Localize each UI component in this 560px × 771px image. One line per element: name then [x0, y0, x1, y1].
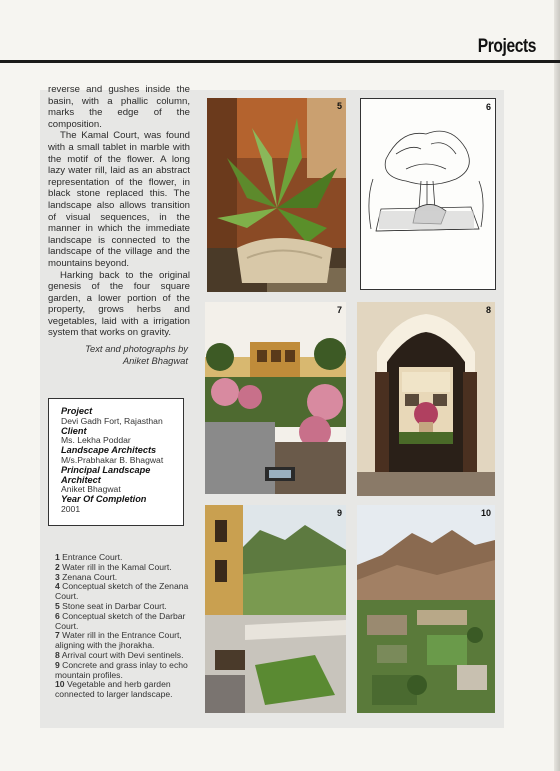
caption-item: 8 Arrival court with Devi sentinels. — [55, 649, 184, 660]
principal-value: Aniket Bhagwat — [61, 484, 121, 495]
architects-value: M/s.Prabhakar B. Bhagwat — [61, 454, 164, 465]
section-header — [0, 30, 560, 63]
caption-item: 3 Zenana Court. — [55, 571, 118, 582]
photo-8-arrival-court — [357, 302, 495, 496]
credit-line-1: Text and photographs by — [85, 343, 188, 354]
client-value: Ms. Lekha Poddar — [61, 435, 131, 446]
architects-label: Landscape Architects — [61, 445, 157, 456]
project-info-box — [48, 398, 184, 526]
project-value: Devi Gadh Fort, Rajasthan — [61, 415, 163, 426]
caption-item: 6 Conceptual sketch of the Darbar Court. — [55, 610, 186, 631]
credit-author: Aniket Bhagwat — [122, 354, 188, 366]
photo-9-grass-inlay — [205, 505, 346, 713]
photo-credit — [80, 343, 188, 366]
caption-item: 5 Stone seat in Darbar Court. — [55, 600, 167, 611]
photo-captions — [55, 553, 195, 700]
photo-10-garden-landscape — [357, 505, 495, 713]
caption-item: 4 Conceptual sketch of the Zenana Court. — [55, 581, 189, 602]
page-edge — [554, 0, 560, 771]
caption-item: 9 Concrete and grass inlay to echo mountain profiles. — [55, 659, 188, 680]
photo-number: 8 — [485, 305, 491, 315]
year-label: Year Of Completion — [61, 494, 147, 505]
photo-6-sketch — [360, 98, 496, 290]
project-label: Project — [61, 406, 93, 416]
paragraph-3: Harking back to the original genesis of the four square garden, a lower portion of the property, grows herbs and vegetables, laid with a irrigation system that works on gravity. — [48, 269, 190, 339]
photo-number: 7 — [336, 305, 342, 315]
year-value: 2001 — [61, 503, 81, 514]
photo-5-stone-seat — [207, 98, 346, 292]
client-label: Client — [61, 425, 87, 436]
article-body — [48, 84, 190, 339]
photo-number: 6 — [485, 102, 491, 112]
caption-item: 7 Water rill in the Entrance Court, aligning with the jhorakha. — [55, 630, 182, 651]
principal-label-2: Architect — [61, 474, 101, 485]
photo-7-water-rill — [205, 302, 346, 494]
caption-item: 2 Water rill in the Kamal Court. — [55, 561, 172, 572]
paragraph-1: reverse and gushes inside the basin, with a phallic column, marks the edge of the composition. — [48, 84, 190, 130]
caption-item: 1 Entrance Court. — [55, 552, 123, 562]
paragraph-2: The Kamal Court, was found with a small tablet in marble with the motif of the flower. A long lazy water rill, laid as an abstract representation of the flower, in black stone replaced this. The landscape also allows transition of visual sequences, in the manner in which the immediate landscape is connected to the landscape of the village and the mountains beyond. — [48, 130, 190, 269]
photo-number: 9 — [336, 508, 342, 518]
principal-label-1: Principal Landscape — [61, 464, 151, 475]
photo-number: 10 — [480, 508, 491, 518]
section-title: Projects — [477, 36, 536, 57]
photo-number: 5 — [336, 101, 342, 111]
caption-item: 10 Vegetable and herb garden connected to larger landscape. — [55, 679, 173, 700]
